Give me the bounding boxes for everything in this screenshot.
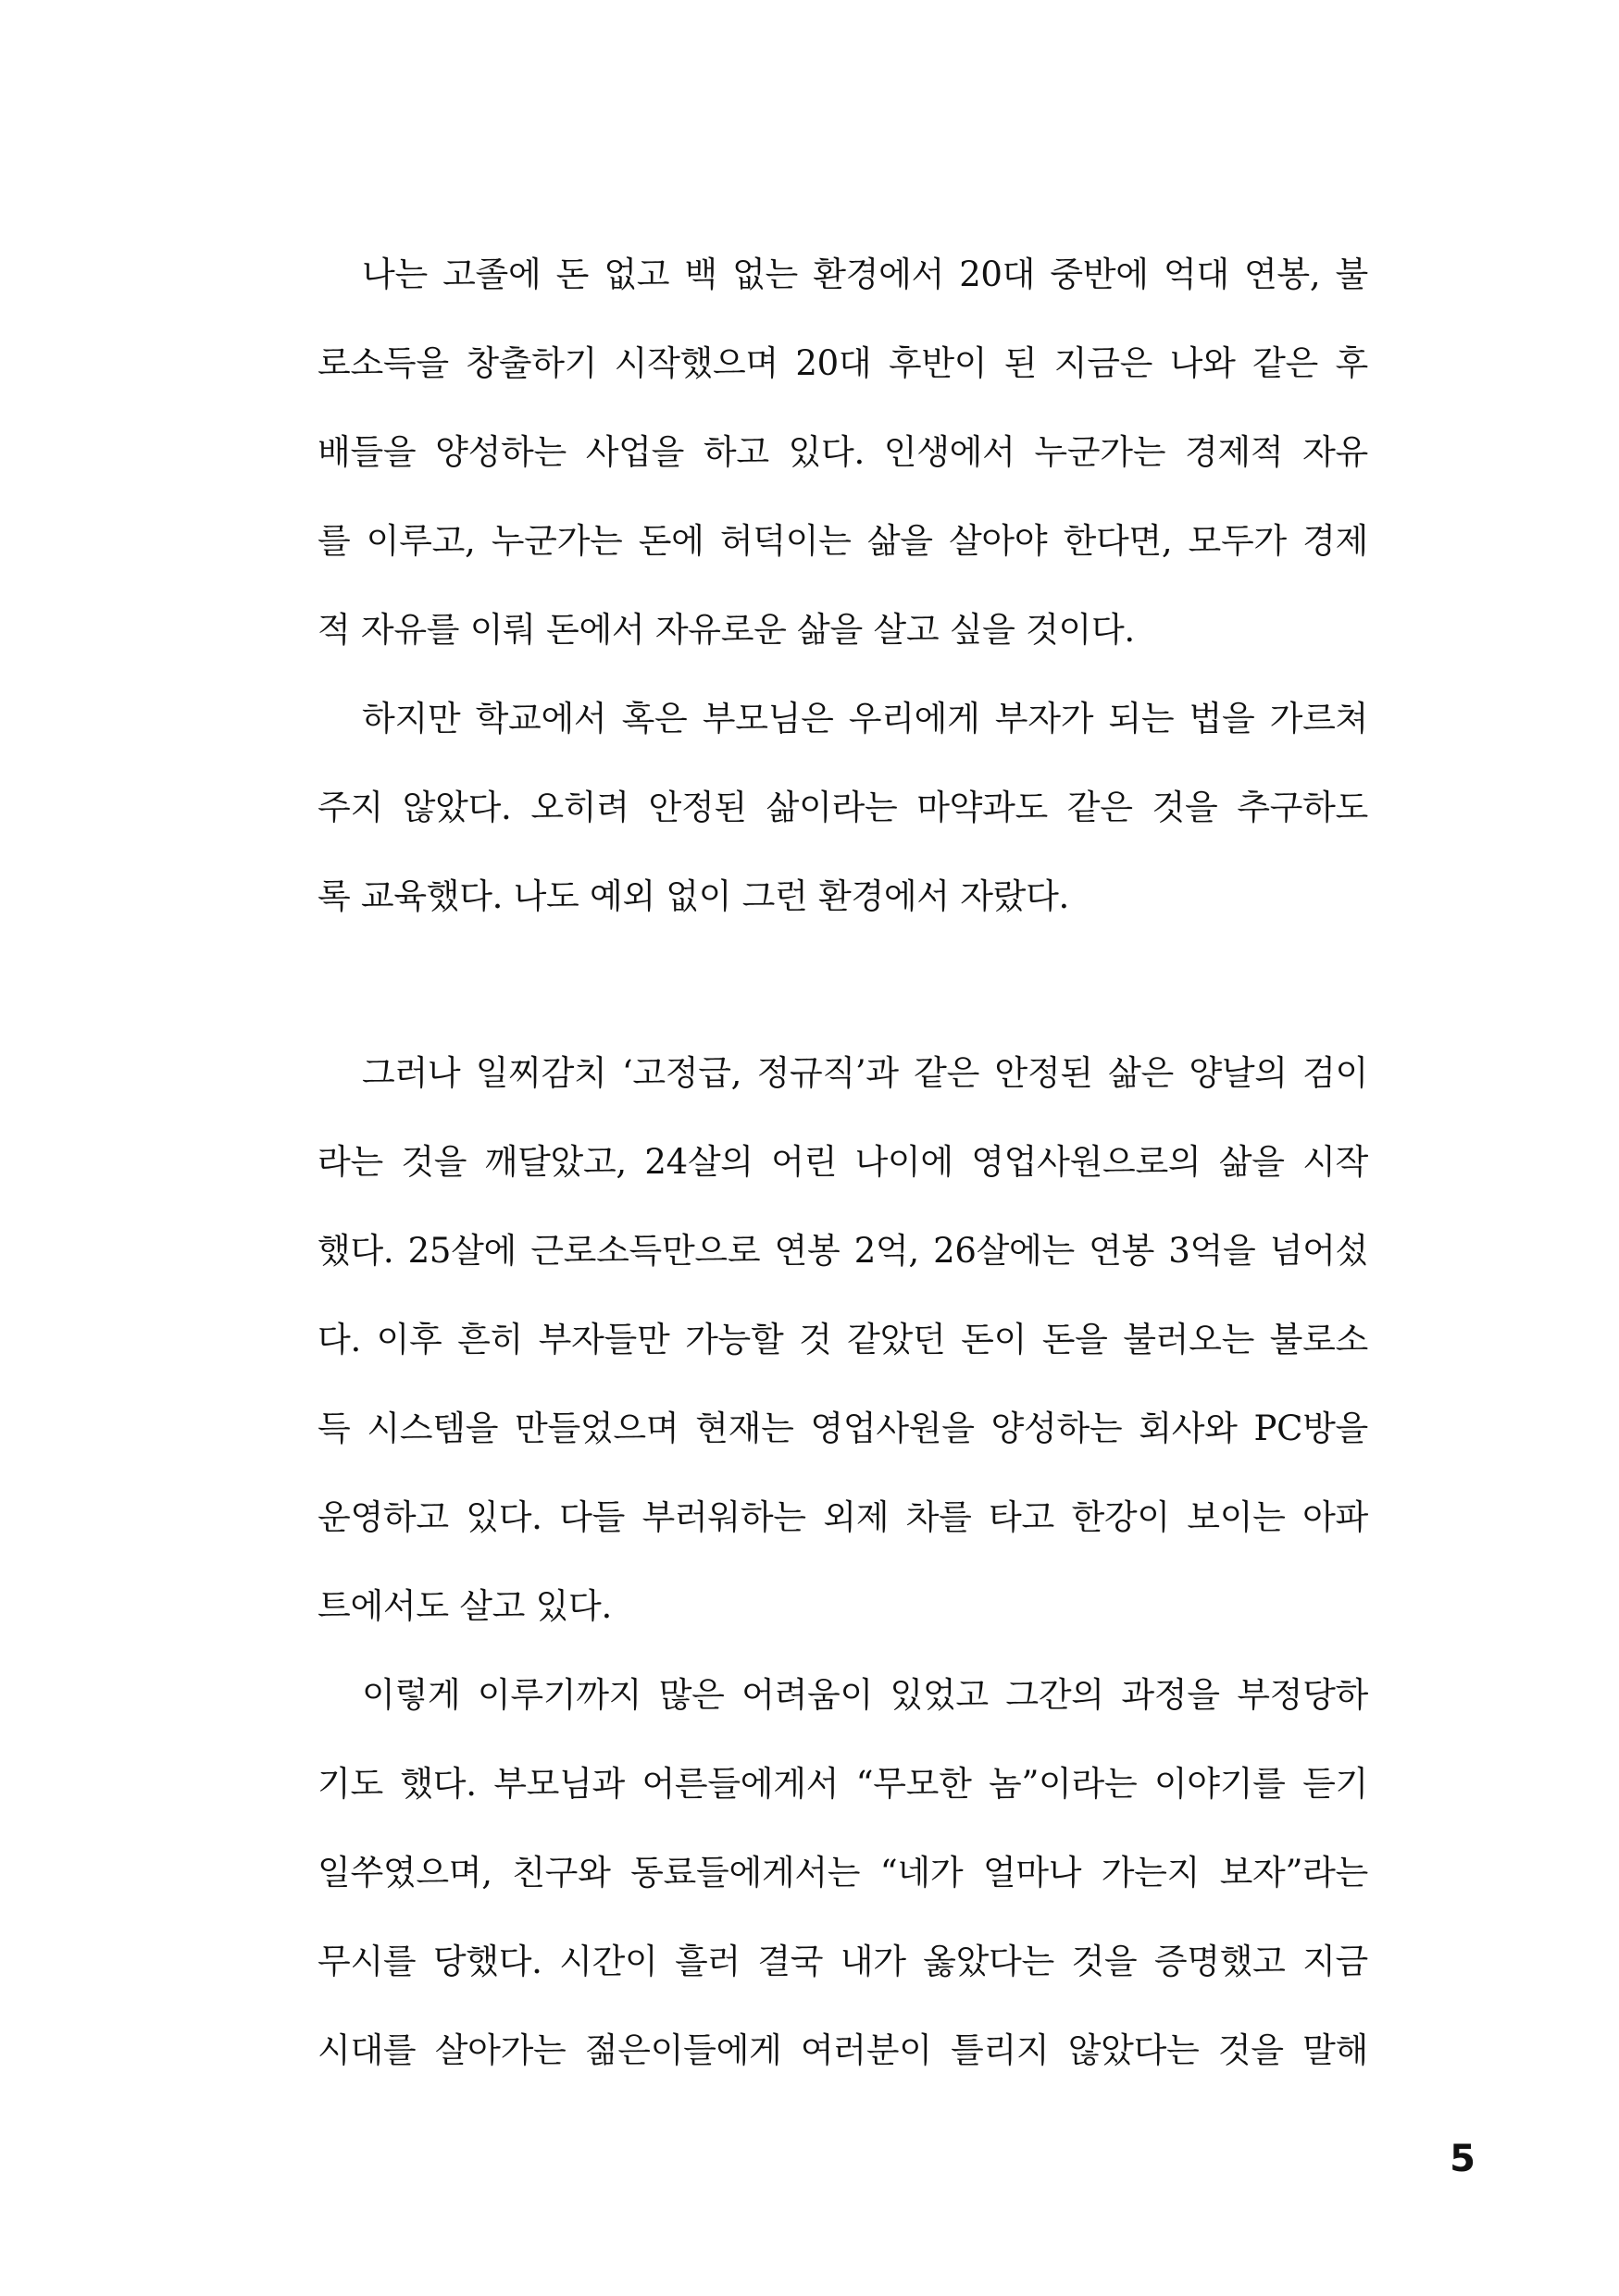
paragraph-line: 시대를 살아가는 젊은이들에게 여러분이 틀리지 않았다는 것을 말해 xyxy=(318,2030,1368,2070)
page-number: 5 xyxy=(1450,2138,1476,2180)
paragraph-line: 나는 고졸에 돈 없고 백 없는 환경에서 20대 중반에 억대 연봉, 불 xyxy=(362,254,1368,294)
paragraph-1 xyxy=(318,237,1368,681)
paragraph-line: 다. 이후 흔히 부자들만 가능할 것 같았던 돈이 돈을 불러오는 불로소 xyxy=(318,1320,1368,1359)
paragraph-line: 기도 했다. 부모님과 어른들에게서 “무모한 놈”이라는 이야기를 듣기 xyxy=(318,1764,1368,1804)
paragraph-line: 배들을 양성하는 사업을 하고 있다. 인생에서 누군가는 경제적 자유 xyxy=(318,432,1368,472)
paragraph-line: 운영하고 있다. 다들 부러워하는 외제 차를 타고 한강이 보이는 아파 xyxy=(318,1497,1368,1537)
paragraph-line: 이렇게 이루기까지 많은 어려움이 있었고 그간의 과정을 부정당하 xyxy=(362,1675,1368,1715)
paragraph-line: 무시를 당했다. 시간이 흘러 결국 내가 옳았다는 것을 증명했고 지금 xyxy=(318,1942,1368,1981)
paragraph-2 xyxy=(318,681,1368,948)
body-text xyxy=(318,237,1368,2102)
paragraph-line: 라는 것을 깨달았고, 24살의 어린 나이에 영업사원으로의 삶을 시작 xyxy=(318,1142,1368,1182)
section-break xyxy=(318,948,1368,1036)
paragraph-line: 로소득을 창출하기 시작했으며 20대 후반이 된 지금은 나와 같은 후 xyxy=(318,343,1368,383)
paragraph-line: 그러나 일찌감치 ‘고정급, 정규직’과 같은 안정된 삶은 양날의 검이 xyxy=(362,1053,1368,1093)
paragraph-line: 록 교육했다. 나도 예외 없이 그런 환경에서 자랐다. xyxy=(318,876,1069,916)
paragraph-line: 일쑤였으며, 친구와 동료들에게서는 “네가 얼마나 가는지 보자”라는 xyxy=(318,1853,1368,1893)
paragraph-line: 를 이루고, 누군가는 돈에 허덕이는 삶을 살아야 한다면, 모두가 경제 xyxy=(318,521,1368,561)
paragraph-line: 하지만 학교에서 혹은 부모님은 우리에게 부자가 되는 법을 가르쳐 xyxy=(362,699,1368,738)
paragraph-line: 주지 않았다. 오히려 안정된 삶이라는 마약과도 같은 것을 추구하도 xyxy=(318,788,1368,827)
paragraph-3 xyxy=(318,1036,1368,1657)
paragraph-line: 했다. 25살에 근로소득만으로 연봉 2억, 26살에는 연봉 3억을 넘어섰 xyxy=(318,1231,1368,1271)
paragraph-line: 득 시스템을 만들었으며 현재는 영업사원을 양성하는 회사와 PC방을 xyxy=(318,1409,1368,1448)
paragraph-line: 트에서도 살고 있다. xyxy=(318,1586,612,1626)
paragraph-line: 적 자유를 이뤄 돈에서 자유로운 삶을 살고 싶을 것이다. xyxy=(318,610,1135,650)
paragraph-4 xyxy=(318,1657,1368,2102)
